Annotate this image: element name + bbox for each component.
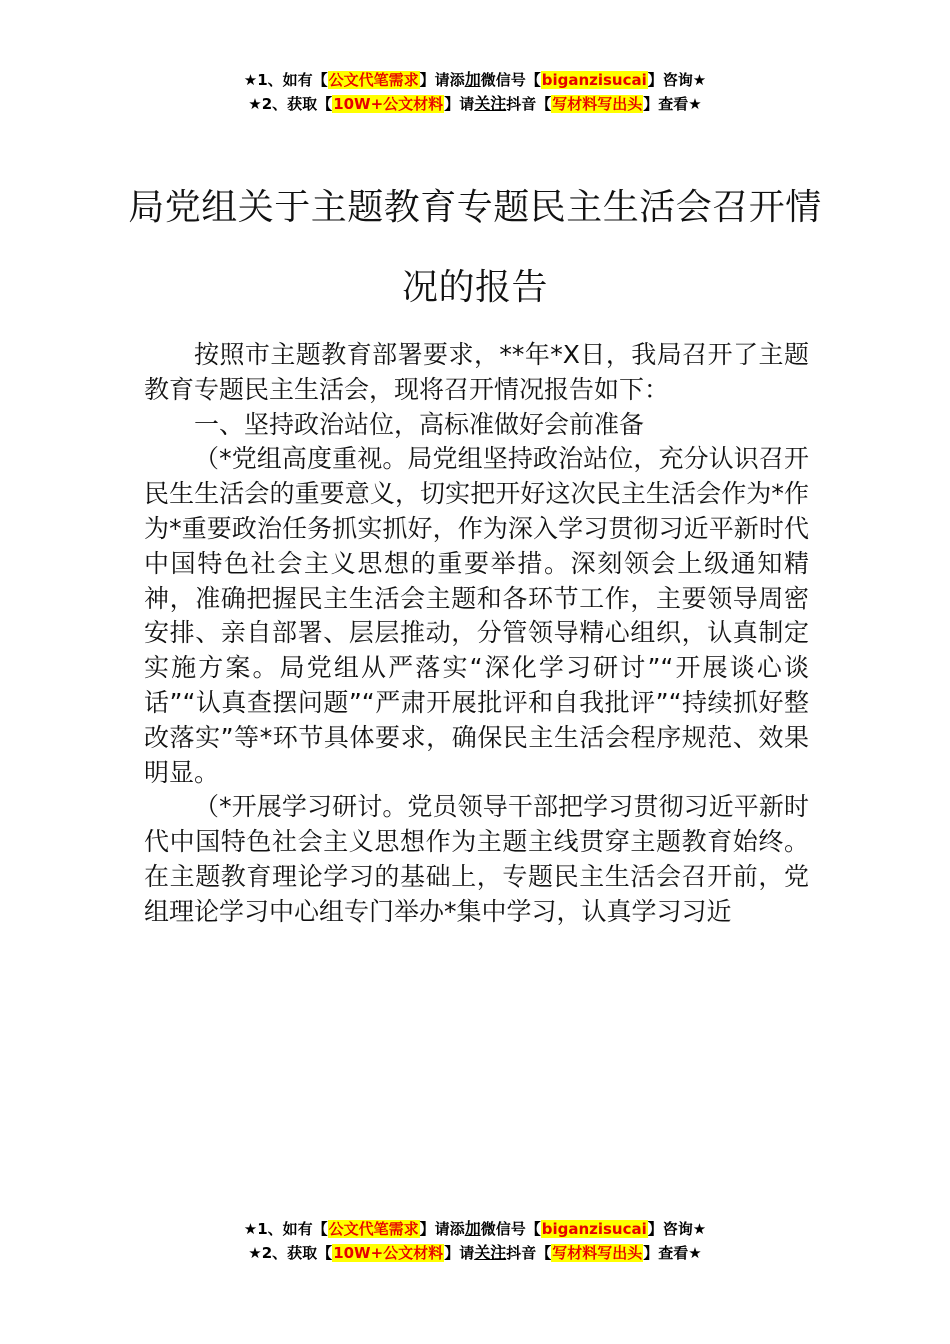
banner-text: 】查看★ xyxy=(643,95,702,113)
banner-highlight-douyin: 写材料写出头 xyxy=(552,95,643,113)
banner-highlight: 公文代笔需求 xyxy=(328,1220,419,1238)
banner-text: 】查看★ xyxy=(643,1244,702,1262)
banner-line-1 xyxy=(0,68,950,92)
paragraph: （*开展学习研讨。党员领导干部把学习贯彻习近平新时代中国特色社会主义思想作为主题主线贯穿主题教育始终。在主题教育理论学习的基础上，专题民主生活会召开前，党组理论学习中心组专门举办*集中学习，认真学习习近 xyxy=(144,792,809,926)
banner-emphasis: 关注 xyxy=(474,1243,507,1262)
section-heading: 一、坚持政治站位，高标准做好会前准备 xyxy=(194,409,645,439)
footer-banner xyxy=(0,1217,950,1265)
banner-text: 】请添 xyxy=(419,71,465,89)
banner-text: 】请 xyxy=(444,1244,475,1262)
banner-highlight: 公文代笔需求 xyxy=(328,71,419,89)
banner-emphasis: 加 xyxy=(464,70,481,89)
document-title: 局党组关于主题教育专题民主生活会召开情况的报告 xyxy=(128,187,822,308)
document-body xyxy=(144,338,809,930)
banner-highlight-wechat-id: biganzisucai xyxy=(541,71,647,89)
paragraph-intro: 按照市主题教育部署要求，**年*X日，我局召开了主题教育专题民主生活会，现将召开情况报告如下： xyxy=(144,340,809,404)
header-banner xyxy=(0,68,950,116)
banner-text: ★1、如有【 xyxy=(243,71,328,89)
banner-text: 】咨询★ xyxy=(647,1220,707,1238)
banner-line-1 xyxy=(0,1217,950,1241)
banner-text: ★2、获取【 xyxy=(248,1244,333,1262)
banner-highlight-douyin: 写材料写出头 xyxy=(552,1244,643,1262)
banner-text: 】请 xyxy=(444,95,475,113)
banner-text: 】咨询★ xyxy=(647,71,707,89)
banner-text: 】请添 xyxy=(419,1220,465,1238)
banner-line-2 xyxy=(0,92,950,116)
banner-highlight: 10W+公文材料 xyxy=(333,1244,444,1262)
banner-text: ★1、如有【 xyxy=(243,1220,328,1238)
paragraph: （*党组高度重视。局党组坚持政治站位，充分认识召开民生生活会的重要意义，切实把开好这次民主生活会作为*作为*重要政治任务抓实抓好，作为深入学习贯彻习近平新时代中国特色社会主义思想的重要举措。深刻领会上级通知精神，准确把握民主生活会主题和各环节工作，主要领导周密安排、亲自部署、层层推动，分管领导精心组织，认真制定实施方案。局党组从严落实“深化学习研讨”“开展谈心谈话”“认真查摆问题”“严肃开展批评和自我批评”“持续抓好整改落实”等*环节具体要求，确保民主生活会程序规范、效果明显。 xyxy=(144,444,809,787)
banner-text: 微信号【 xyxy=(480,71,541,89)
banner-text: ★2、获取【 xyxy=(248,95,333,113)
banner-text: 抖音【 xyxy=(506,1244,552,1262)
banner-highlight-wechat-id: biganzisucai xyxy=(541,1220,647,1238)
banner-text: 微信号【 xyxy=(480,1220,541,1238)
banner-text: 抖音【 xyxy=(506,95,552,113)
banner-emphasis: 关注 xyxy=(474,94,507,113)
banner-emphasis: 加 xyxy=(464,1219,481,1238)
banner-line-2 xyxy=(0,1241,950,1265)
banner-highlight: 10W+公文材料 xyxy=(333,95,444,113)
